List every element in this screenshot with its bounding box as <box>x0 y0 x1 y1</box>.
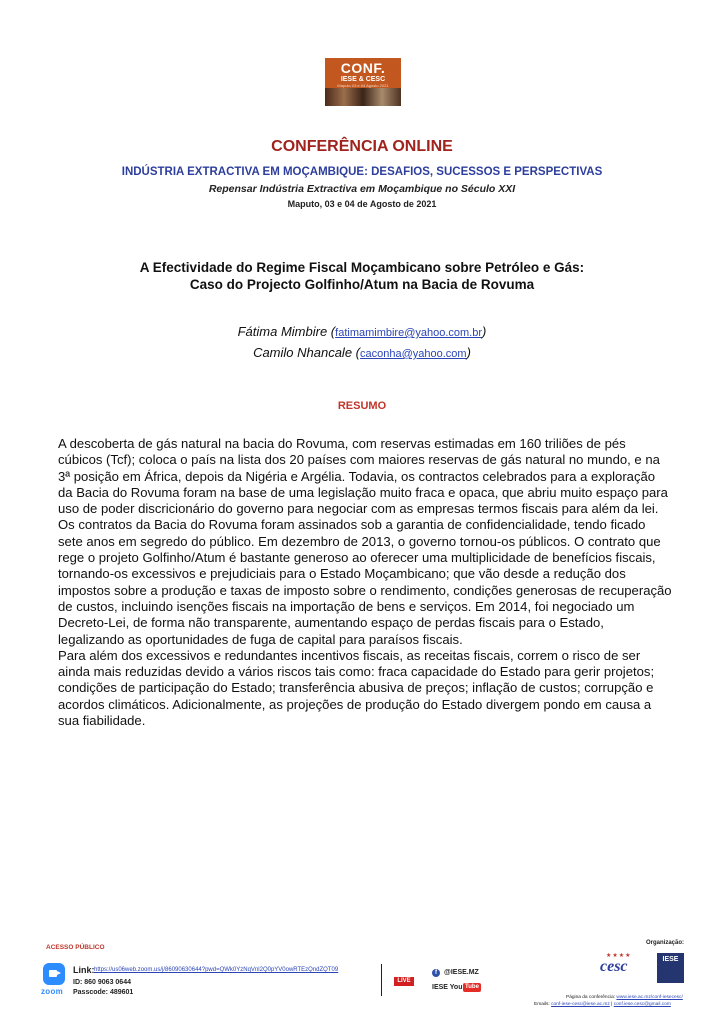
conference-page-link[interactable]: www.iese.ac.mz/conf-iesecesc/ <box>616 995 683 1000</box>
facebook-handle[interactable]: @IESE.MZ <box>444 969 479 976</box>
logo-photo-strip <box>325 88 401 106</box>
author-email-link[interactable]: fatimamimbire@yahoo.com.br <box>335 327 483 339</box>
footer-divider <box>381 964 382 996</box>
conference-tagline: Repensar Indústria Extractiva em Moçambique no Século XXI <box>208 183 516 195</box>
public-access-label: ACESSO PÚBLICO <box>46 944 105 951</box>
author-1: Fátima Mimbire (fatimamimbire@yahoo.com.br) <box>237 324 487 339</box>
cesc-logo-stars-icon: ★★★★ <box>606 953 632 959</box>
conference-subtitle: INDÚSTRIA EXTRACTIVA EM MOÇAMBIQUE: DESAFIOS, SUCESSOS E PERSPECTIVAS <box>121 166 603 178</box>
conference-date: Maputo, 03 e 04 de Agosto de 2021 <box>287 199 437 209</box>
zoom-passcode: Passcode: 489601 <box>73 989 134 996</box>
author-email-link[interactable]: caconha@yahoo.com <box>360 348 467 360</box>
zoom-wordmark: zoom <box>41 987 64 996</box>
email-separator: | <box>609 1002 614 1007</box>
contact-email-link-1[interactable]: conf-iese-cesc@iese.ac.mz <box>551 1002 610 1007</box>
conference-page-line <box>566 995 683 1000</box>
abstract-paragraph-2: Para além dos excessivos e redundantes incentivos fiscais, as receitas fiscais, correm o risco de ser ainda mais reduzidas devido a vários riscos tais como: fraca capacidade do Estado para gerir projetos; condições de participação do Estado; transferência abusiva de preços; inflação de custos; corrupção e acordos climáticos. Adicionalmente, as projeções de produção do Estado divergem pondo em causa a sua fiabilidade. <box>58 647 655 729</box>
conference-logo <box>325 58 401 106</box>
author-2: Camilo Nhancale (caconha@yahoo.com) <box>253 345 471 360</box>
logo-line-1: CONF. <box>340 60 386 76</box>
author-name: Fátima Mimbire <box>237 324 328 339</box>
abstract-body <box>58 436 672 729</box>
contact-emails-line <box>534 1002 671 1007</box>
zoom-link-url[interactable]: https://us06web.zoom.us/j/86090630644?pwd=QWk0YzNqVnl2Q0pYV0owRTEzQndZQT09 <box>94 967 339 973</box>
paper-title-line-1: A Efectividade do Regime Fiscal Moçambicano sobre Petróleo e Gás: <box>139 260 585 275</box>
facebook-icon: f <box>432 969 440 977</box>
organizer-label: Organização: <box>646 940 685 946</box>
logo-line-2: IESE & CESC <box>340 76 386 83</box>
contact-email-link-2[interactable]: conf.iese.cesc@gmail.com <box>613 1002 671 1007</box>
paper-title <box>0 259 724 293</box>
zoom-camera-icon <box>49 970 57 977</box>
zoom-meeting-id: ID: 860 9063 0644 <box>73 979 131 986</box>
emails-label: Emails: <box>534 1002 552 1007</box>
abstract-heading: RESUMO <box>337 400 387 412</box>
youtube-label[interactable]: IESE You <box>432 984 463 991</box>
cesc-logo: cesc <box>600 958 628 975</box>
youtube-icon: Tube <box>463 983 481 992</box>
paper-title-line-2: Caso do Projecto Golfinho/Atum na Bacia de Rovuma <box>189 277 535 292</box>
iese-logo: IESE <box>657 953 684 983</box>
live-badge: LIVE <box>394 977 414 986</box>
conference-page-label: Página da conferência: <box>566 995 617 1000</box>
authors <box>0 322 724 364</box>
conference-title: CONFERÊNCIA ONLINE <box>271 138 453 155</box>
abstract-paragraph-1: A descoberta de gás natural na bacia do Rovuma, com reservas estimadas em 160 triliões de pés cúbicos (Tcf); coloca o país na lista dos 20 países com maiores reservas de gás natural no mundo, e na 3ª posição em África, depois da Nigéria e Argélia. Todavia, os contractos celebrados para a exploração da Bacia do Rovuma foram na base de uma legislação muito fraca e opaca, que abriu muito espaço para uso de poder discricionário do governo para negociar com as empresas termos fiscais para além da lei. Os contratos da Bacia do Rovuma foram assinados sob a garantia de confidencialidade, tendo ficado sete anos em segredo do público. Em dezembro de 2013, o governo tornou-os públicos. O contrato que rege o projeto Golfinho/Atum é bastante generoso ao oferecer uma multiplicidade de benefícios fiscais, tornando-os excessivos e prejudiciais para o Estado Moçambicano; que vão desde a redução dos impostos sobre a produção e taxas de imposto sobre o rendimento, condições generosas de recuperação de custos, incluindo isenções fiscais na importação de bens e serviços. Em 2014, foi negociado um Decreto-Lei, de forma não transparente, aumentando espaço de perdas fiscais para o Estado, legalizando as oportunidades de fuga de capital para paraísos fiscais. <box>58 436 672 647</box>
logo-line-3: Maputo 03 e 04 Agosto 2021 <box>337 83 389 88</box>
author-name: Camilo Nhancale <box>253 345 353 360</box>
zoom-link-label: Link: <box>73 965 95 975</box>
zoom-camera-lens-icon <box>57 971 61 975</box>
